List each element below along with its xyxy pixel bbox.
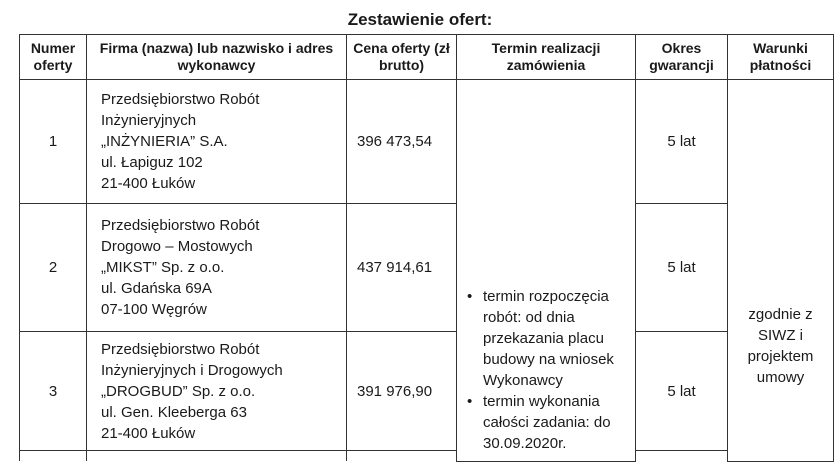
offers-table-wrapper: [19, 34, 833, 462]
offer-number: 3: [20, 332, 87, 451]
bullet-icon: •: [467, 393, 473, 410]
contractor-cell: Przedsiębiorstwo Robót Drogowo – Mostowych „MIKST” Sp. z o.o. ul. Gdańska 69A 07-100 Węgrów: [87, 204, 347, 332]
offers-table: [19, 34, 834, 462]
warranty-cell: 5 lat: [636, 204, 728, 332]
price-cell: 391 976,90: [347, 332, 457, 451]
header-okres: Okres gwarancji: [636, 35, 728, 80]
header-row: [20, 35, 834, 80]
header-firma: Firma (nazwa) lub nazwisko i adres wykonawcy: [87, 35, 347, 80]
contractor-cell: Przedsiębiorstwo Robót Inżynieryjnych „INŻYNIERIA” S.A. ul. Łapiguz 102 21-400 Łuków: [87, 80, 347, 204]
termin-item: • termin rozpoczęcia robót: od dnia przekazania placu budowy na wniosek Wykonawcy: [467, 288, 614, 389]
warranty-cell: 5 lat: [636, 332, 728, 451]
cut-cell: [20, 451, 87, 462]
cut-cell: [636, 451, 728, 462]
price-cell: 396 473,54: [347, 80, 457, 204]
header-numer: Numer oferty: [20, 35, 87, 80]
termin-list: [467, 286, 631, 454]
page-title: Zestawienie ofert:: [347, 10, 493, 29]
header-cena: Cena oferty (zł brutto): [347, 35, 457, 80]
table-row: [20, 332, 834, 451]
warranty-cell: 5 lat: [636, 80, 728, 204]
price-cell: 437 914,61: [347, 204, 457, 332]
cut-cell: [87, 451, 347, 462]
payment-terms-cell: zgodnie z SIWZ i projektem umowy: [728, 80, 834, 462]
offer-number: 1: [20, 80, 87, 204]
termin-cell: [457, 80, 636, 462]
header-warunki: Warunki płatności: [728, 35, 834, 80]
cut-cell: [347, 451, 457, 462]
termin-item: • termin wykonania całości zadania: do 30.09.2020r.: [467, 393, 611, 452]
table-row-cut: [20, 451, 834, 462]
offer-number: 2: [20, 204, 87, 332]
bullet-icon: •: [467, 288, 473, 305]
table-row: [20, 204, 834, 332]
header-termin: Termin realizacji zamówienia: [457, 35, 636, 80]
table-row: [20, 80, 834, 204]
contractor-cell: Przedsiębiorstwo Robót Inżynieryjnych i Drogowych „DROGBUD” Sp. z o.o. ul. Gen. Kleeberga 63 21-400 Łuków: [87, 332, 347, 451]
